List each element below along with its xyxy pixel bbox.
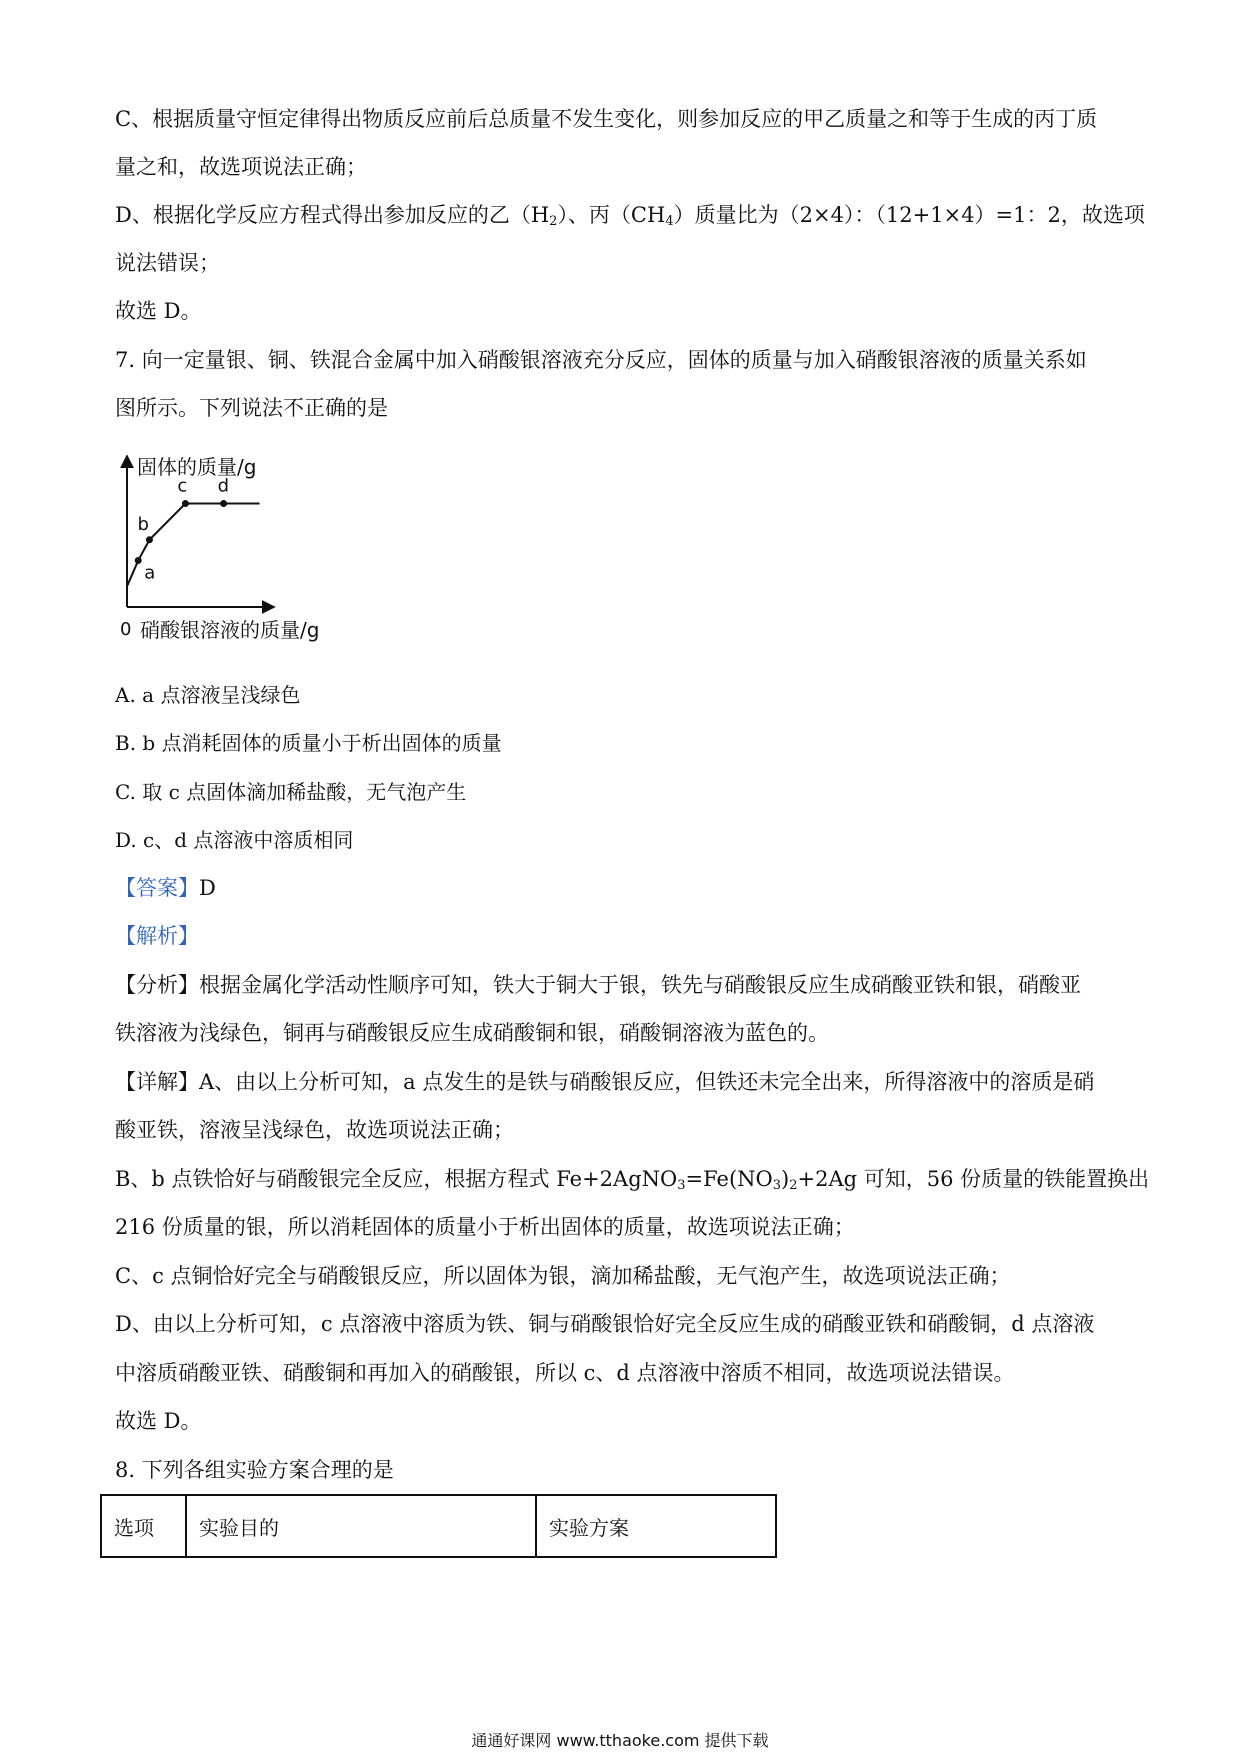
- answer-line: [115, 873, 216, 903]
- paragraph-d-line1: [115, 200, 1145, 230]
- paragraph-c-line1: C、根据质量守恒定律得出物质反应前后总质量不发生变化，则参加反应的甲乙质量之和等于生成的丙丁质: [115, 107, 1098, 131]
- xiangjie-d-line2: 中溶质硝酸亚铁、硝酸铜和再加入的硝酸银，所以 c、d 点溶液中溶质不相同，故选项说法错误。: [115, 1361, 1015, 1385]
- paragraph-c-line2: 量之和，故选项说法正确；: [115, 155, 367, 179]
- header-option: 选项: [101, 1495, 186, 1557]
- xiangjie-b-line2: 216 份质量的银，所以消耗固体的质量小于析出固体的质量，故选项说法正确；: [115, 1215, 855, 1239]
- option-b: B. b 点消耗固体的质量小于析出固体的质量: [115, 731, 502, 755]
- mass-chart: [110, 455, 370, 655]
- subscript: 4: [665, 214, 674, 229]
- x-axis-label: 硝酸银溶液的质量/g: [140, 618, 320, 642]
- fenxi-line1: [115, 970, 1081, 1000]
- xiangjie-a-line1: [115, 1067, 1094, 1097]
- subscript: 2: [789, 1178, 798, 1193]
- xiangjie-c-line: C、c 点铜恰好完全与硝酸银反应，所以固体为银，滴加稀盐酸，无气泡产生，故选项说法正确；: [115, 1264, 1011, 1288]
- point-label-b: b: [137, 513, 149, 535]
- answer-label: 【答案】: [115, 876, 199, 900]
- point-c: [182, 500, 189, 507]
- xiangjie-a-line2: 酸亚铁，溶液呈浅绿色，故选项说法正确；: [115, 1118, 514, 1142]
- subscript: 3: [677, 1178, 686, 1193]
- point-label-d: d: [217, 475, 230, 497]
- point-b: [146, 536, 153, 543]
- question-7-stem-line2: 图所示。下列说法不正确的是: [115, 396, 388, 420]
- q7-conclusion: 故选 D。: [115, 1409, 202, 1433]
- paragraph-d-line2: 说法错误；: [115, 251, 220, 275]
- text-segment: D、根据化学反应方程式得出参加反应的乙（H: [115, 203, 550, 227]
- option-a: A. a 点溶液呈浅绿色: [115, 683, 301, 707]
- question-8-stem: 8. 下列各组实验方案合理的是: [115, 1458, 394, 1482]
- text-segment: ): [781, 1167, 790, 1191]
- text-segment: =Fe(NO: [685, 1167, 773, 1191]
- table-header-row: [101, 1495, 776, 1557]
- fenxi-label: 【分析】: [115, 973, 199, 997]
- point-d: [220, 500, 227, 507]
- xiangjie-d-line1: D、由以上分析可知，c 点溶液中溶质为铁、铜与硝酸银恰好完全反应生成的硝酸亚铁和硝酸铜，d 点溶液: [115, 1312, 1095, 1336]
- fenxi-text: 根据金属化学活动性顺序可知，铁大于铜大于银，铁先与硝酸银反应生成硝酸亚铁和银，硝酸亚: [199, 973, 1081, 997]
- text-segment: +2Ag 可知，56 份质量的铁能置换出: [797, 1167, 1150, 1191]
- text-segment: B、b 点铁恰好与硝酸银完全反应，根据方程式 Fe+2AgNO: [115, 1167, 678, 1191]
- footer: 通通好课网 www.tthaoke.com 提供下载: [471, 1731, 769, 1750]
- origin-label: 0: [120, 619, 132, 640]
- xiangjie-b-line1: [115, 1164, 1149, 1194]
- analysis-label: 【解析】: [115, 924, 199, 948]
- answer-value: D: [199, 876, 216, 900]
- point-a: [135, 557, 142, 564]
- header-plan: 实验方案: [536, 1495, 776, 1557]
- fenxi-line2: 铁溶液为浅绿色，铜再与硝酸银反应生成硝酸铜和银，硝酸铜溶液为蓝色的。: [115, 1021, 829, 1045]
- conclusion-line: 故选 D。: [115, 299, 202, 323]
- header-purpose: 实验目的: [186, 1495, 536, 1557]
- xiangjie-a-text: A、由以上分析可知，a 点发生的是铁与硝酸银反应，但铁还未完全出来，所得溶液中的溶质是硝: [199, 1070, 1095, 1094]
- point-label-c: c: [177, 475, 188, 497]
- subscript: 3: [772, 1178, 782, 1193]
- xiangjie-label: 【详解】: [115, 1070, 199, 1094]
- question-7-stem-line1: 7. 向一定量银、铜、铁混合金属中加入硝酸银溶液充分反应，固体的质量与加入硝酸银溶液的质量关系如: [115, 348, 1087, 372]
- subscript: 2: [549, 214, 558, 229]
- text-segment: ）质量比为（2×4）：（12+1×4）=1：2，故选项: [673, 203, 1145, 227]
- point-label-a: a: [144, 562, 156, 584]
- experiment-table: [100, 1494, 777, 1558]
- y-axis-label: 固体的质量/g: [137, 455, 257, 479]
- text-segment: ）、丙（CH: [557, 203, 666, 227]
- option-d: D. c、d 点溶液中溶质相同: [115, 828, 354, 852]
- option-c: C. 取 c 点固体滴加稀盐酸，无气泡产生: [115, 780, 467, 804]
